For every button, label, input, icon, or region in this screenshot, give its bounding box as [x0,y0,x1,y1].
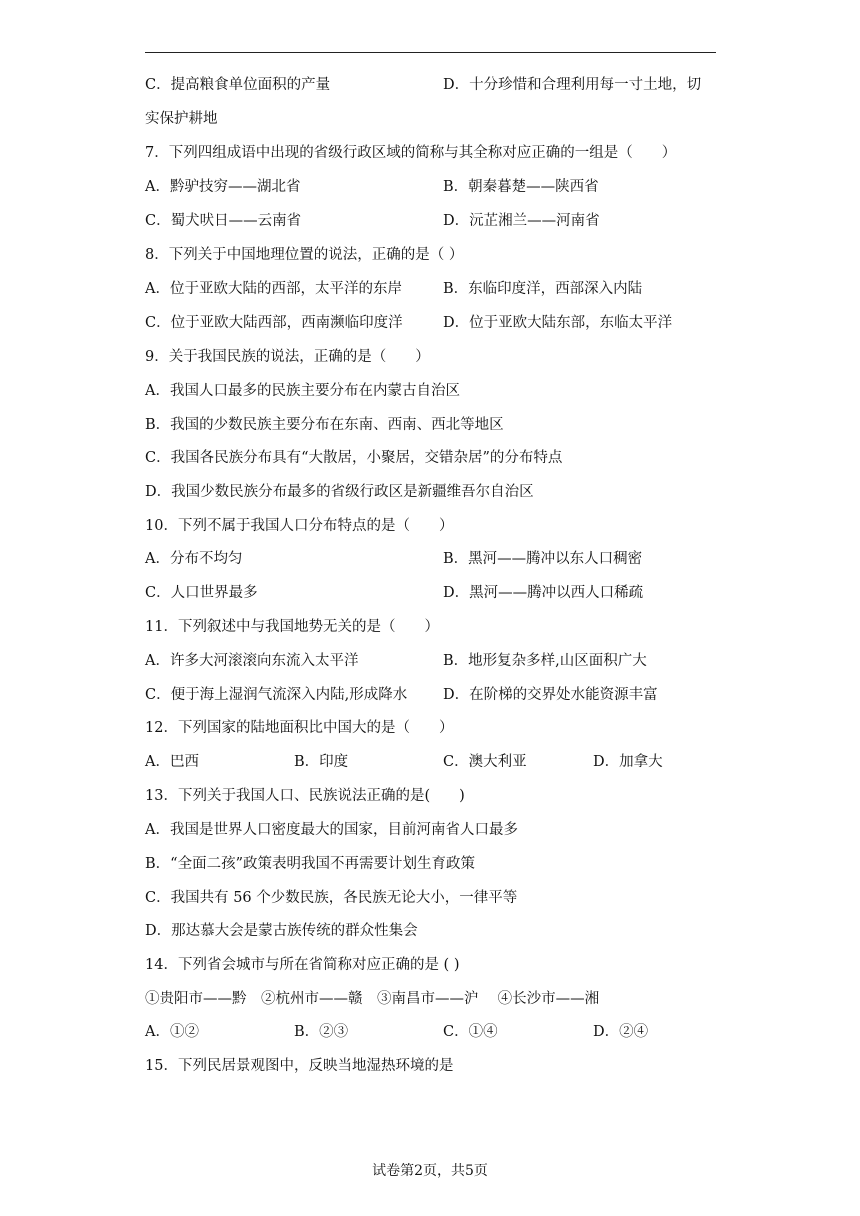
q8-option-b: B．东临印度洋，西部深入内陆 [443,281,643,297]
q9-option-b: B．我国的少数民族主要分布在东南、西南、西北等地区 [145,417,504,433]
q6-option-d: D．十分珍惜和合理利用每一寸土地，切 [443,77,702,93]
q14-option-c: C．①④ [443,1024,498,1040]
q8-stem: 8．下列关于中国地理位置的说法，正确的是（ ） [145,247,464,263]
q14-items: ①贵阳市——黔 ②杭州市——赣 ③南昌市——沪 ④长沙市——湘 [145,991,600,1007]
q9-stem: 9．关于我国民族的说法，正确的是（ ） [145,349,430,365]
q12-stem: 12．下列国家的陆地面积比中国大的是（ ） [145,720,454,736]
q11-option-a: A．许多大河滚滚向东流入太平洋 [145,653,359,669]
q8-option-d: D．位于亚欧大陆东部，东临太平洋 [443,315,673,331]
q11-stem: 11．下列叙述中与我国地势无关的是（ ） [145,619,439,635]
q10-option-d: D．黑河——腾冲以西人口稀疏 [443,585,644,601]
q9-option-a: A．我国人口最多的民族主要分布在内蒙古自治区 [145,383,460,399]
q12-option-a: A．巴西 [145,754,199,770]
q7-option-c: C．蜀犬吠日——云南省 [145,213,302,229]
q13-option-c: C．我国共有 56 个少数民族，各民族无论大小，一律平等 [145,890,518,906]
q13-option-b: B．“全面二孩”政策表明我国不再需要计划生育政策 [145,856,475,872]
q9-option-c: C．我国各民族分布具有“大散居，小聚居，交错杂居”的分布特点 [145,450,563,466]
q11-option-c: C．便于海上湿润气流深入内陆,形成降水 [145,687,408,703]
q6-option-d-continued: 实保护耕地 [145,111,218,127]
q13-stem: 13．下列关于我国人口、民族说法正确的是( ) [145,788,465,804]
q10-option-c: C．人口世界最多 [145,585,258,601]
q14-stem: 14．下列省会城市与所在省简称对应正确的是 ( ) [145,957,460,973]
q14-option-a: A．①② [145,1024,199,1040]
q9-option-d: D．我国少数民族分布最多的省级行政区是新疆维吾尔自治区 [145,484,534,500]
q12-option-d: D．加拿大 [593,754,663,770]
q14-option-b: B．②③ [294,1024,349,1040]
q11-option-b: B．地形复杂多样,山区面积广大 [443,653,647,669]
q10-option-a: A．分布不均匀 [145,551,243,567]
q13-option-a: A．我国是世界人口密度最大的国家，目前河南省人口最多 [145,822,518,838]
q13-option-d: D．那达慕大会是蒙古族传统的群众性集会 [145,923,418,939]
q11-option-d: D．在阶梯的交界处水能资源丰富 [443,687,658,703]
q15-stem: 15．下列民居景观图中，反映当地湿热环境的是 [145,1058,454,1074]
q7-option-a: A．黔驴技穷——湖北省 [145,179,301,195]
q8-option-c: C．位于亚欧大陆西部，西南濒临印度洋 [145,315,403,331]
q7-stem: 7．下列四组成语中出现的省级行政区域的简称与其全称对应正确的一组是（ ） [145,145,677,161]
q14-option-d: D．②④ [593,1024,649,1040]
q7-option-d: D．沅芷湘兰——河南省 [443,213,600,229]
q8-option-a: A．位于亚欧大陆的西部，太平洋的东岸 [145,281,402,297]
q7-option-b: B．朝秦暮楚——陕西省 [443,179,599,195]
q10-option-b: B．黑河——腾冲以东人口稠密 [443,551,643,567]
header-rule [145,52,716,53]
page-footer: 试卷第2页，共5页 [372,1163,488,1179]
q6-option-c: C．提高粮食单位面积的产量 [145,77,331,93]
q12-option-b: B．印度 [294,754,349,770]
q12-option-c: C．澳大利亚 [443,754,527,770]
q10-stem: 10．下列不属于我国人口分布特点的是（ ） [145,518,454,534]
